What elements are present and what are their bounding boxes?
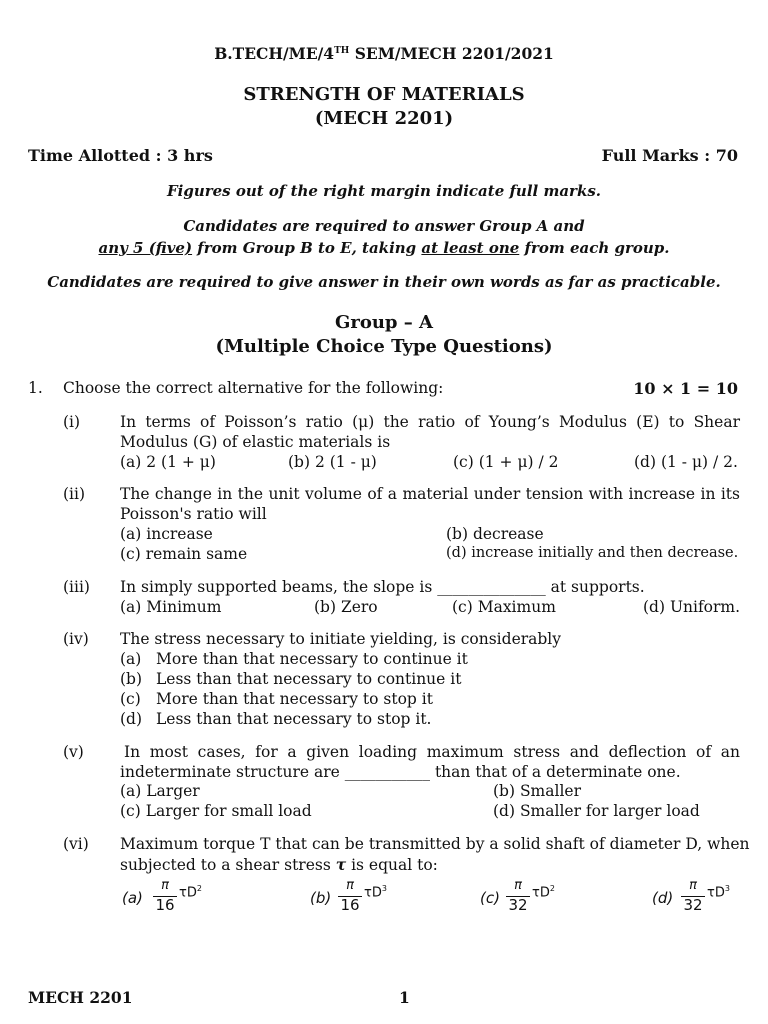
- fraction-numerator: π: [514, 878, 522, 893]
- item-i-option-d: (d) (1 - μ) / 2.: [634, 453, 738, 471]
- item-iv-option-a-label: (a): [120, 650, 142, 668]
- exponent: 2: [549, 884, 555, 893]
- item-v-line1: In most cases, for a given loading maximum stress and deflection of an: [124, 743, 740, 761]
- group-subtitle: (Multiple Choice Type Questions): [215, 336, 553, 357]
- item-i-option-a: (a) 2 (1 + μ): [120, 453, 216, 471]
- item-vi-line2-post: is equal to:: [346, 856, 438, 874]
- item-vi-option-c: [480, 878, 570, 920]
- question-number: 1.: [28, 379, 43, 397]
- option-label: (b): [310, 889, 332, 907]
- instruction-end: from each group.: [519, 239, 670, 257]
- item-iv-option-c: More than that necessary to stop it: [156, 690, 433, 708]
- item-iv-option-a: More than that necessary to continue it: [156, 650, 468, 668]
- course-code-line: [0, 44, 768, 63]
- course-code-post: SEM/MECH 2201/2021: [349, 44, 554, 63]
- item-v-option-b: (b) Smaller: [493, 782, 581, 800]
- fraction-denominator: 16: [155, 896, 175, 914]
- item-iii-option-d: (d) Uniform.: [643, 598, 741, 616]
- fraction-numerator: π: [689, 878, 697, 893]
- item-v-number: (v): [63, 743, 84, 761]
- item-i-number: (i): [63, 413, 81, 431]
- fraction-numerator: π: [161, 878, 169, 893]
- course-code-pre: B.TECH/ME/4: [214, 44, 335, 63]
- instruction-any-five: any 5 (five): [98, 239, 193, 257]
- item-vi-line2-pre: subjected to a shear stress: [120, 856, 336, 874]
- subject-title: STRENGTH OF MATERIALS: [243, 84, 525, 105]
- item-iii-line1: In simply supported beams, the slope is ______________ at supports.: [120, 578, 645, 596]
- footer-course-code: MECH 2201: [28, 988, 133, 1007]
- fraction-denominator: 32: [508, 896, 528, 914]
- item-ii-option-b: (b) decrease: [446, 525, 544, 543]
- tau-d: τD: [364, 885, 382, 901]
- exponent: 2: [196, 884, 202, 893]
- instruction-at-least-one: at least one: [421, 239, 520, 257]
- item-i-line2: Modulus (G) of elastic materials is: [120, 433, 391, 451]
- subject-code: (MECH 2201): [314, 108, 454, 129]
- item-iii-option-c: (c) Maximum: [452, 598, 556, 616]
- item-iv-option-c-label: (c): [120, 690, 141, 708]
- time-allotted: Time Allotted : 3 hrs: [28, 146, 213, 165]
- item-ii-option-d: (d) increase initially and then decrease.: [446, 545, 739, 561]
- instruction-group-b-e: [0, 239, 768, 257]
- group-title: Group – A: [334, 312, 434, 333]
- item-ii-line2: Poisson's ratio will: [120, 505, 267, 523]
- item-vi-option-b: [310, 878, 400, 920]
- item-vi-number: (vi): [63, 835, 89, 853]
- fraction-tail: [364, 884, 387, 900]
- item-i-option-c: (c) (1 + μ) / 2: [453, 453, 559, 471]
- tau-d: τD: [532, 885, 550, 901]
- item-vi-option-d: [652, 878, 742, 920]
- fraction-numerator: π: [346, 878, 354, 893]
- question-marks: 10 × 1 = 10: [633, 379, 738, 398]
- item-v-option-c: (c) Larger for small load: [120, 802, 312, 820]
- option-label: (c): [480, 889, 500, 907]
- item-ii-line1: The change in the unit volume of a material under tension with increase in its: [120, 485, 740, 503]
- fraction-tail: [707, 884, 730, 900]
- item-vi-option-a: [122, 878, 212, 920]
- exponent: 3: [724, 884, 730, 893]
- page-number: 1: [399, 988, 410, 1007]
- item-iv-line1: The stress necessary to initiate yielding, is considerably: [120, 630, 562, 648]
- option-label: (d): [652, 889, 674, 907]
- item-ii-option-c: (c) remain same: [120, 545, 248, 563]
- item-iii-option-a: (a) Minimum: [120, 598, 222, 616]
- full-marks: Full Marks : 70: [601, 146, 738, 165]
- item-i-option-b: (b) 2 (1 - μ): [288, 453, 377, 471]
- item-iv-option-d: Less than that necessary to stop it.: [156, 710, 432, 728]
- item-v-line2: indeterminate structure are ___________ than that of a determinate one.: [120, 763, 681, 781]
- question-text: Choose the correct alternative for the following:: [63, 379, 444, 397]
- item-iv-option-b-label: (b): [120, 670, 143, 688]
- instruction-margin-marks: Figures out of the right margin indicate full marks.: [166, 182, 602, 200]
- course-code-sup: TH: [334, 45, 350, 56]
- item-iv-option-d-label: (d): [120, 710, 143, 728]
- item-v-option-a: (a) Larger: [120, 782, 200, 800]
- fraction-tail: [179, 884, 202, 900]
- tau-d: τD: [707, 885, 725, 901]
- item-ii-number: (ii): [63, 485, 86, 503]
- fraction-tail: [532, 884, 555, 900]
- fraction-denominator: 16: [340, 896, 360, 914]
- item-ii-option-a: (a) increase: [120, 525, 213, 543]
- item-vi-line2: [120, 855, 438, 874]
- item-iii-number: (iii): [63, 578, 90, 596]
- item-iv-option-b: Less than that necessary to continue it: [156, 670, 462, 688]
- item-iv-number: (iv): [63, 630, 89, 648]
- instruction-group-a: Candidates are required to answer Group A and: [183, 217, 585, 235]
- fraction-denominator: 32: [683, 896, 703, 914]
- instruction-own-words: Candidates are required to give answer in their own words as far as practicable.: [47, 273, 721, 291]
- shear-stress-symbol: τ: [335, 855, 347, 874]
- option-label: (a): [122, 889, 143, 907]
- item-i-line1: In terms of Poisson’s ratio (μ) the ratio of Young’s Modulus (E) to Shear: [120, 413, 740, 431]
- item-iii-option-b: (b) Zero: [314, 598, 378, 616]
- tau-d: τD: [179, 885, 197, 901]
- exponent: 3: [381, 884, 387, 893]
- item-v-option-d: (d) Smaller for larger load: [493, 802, 700, 820]
- instruction-mid: from Group B to E, taking: [192, 239, 422, 257]
- item-vi-line1: Maximum torque T that can be transmitted by a solid shaft of diameter D, when: [120, 835, 750, 853]
